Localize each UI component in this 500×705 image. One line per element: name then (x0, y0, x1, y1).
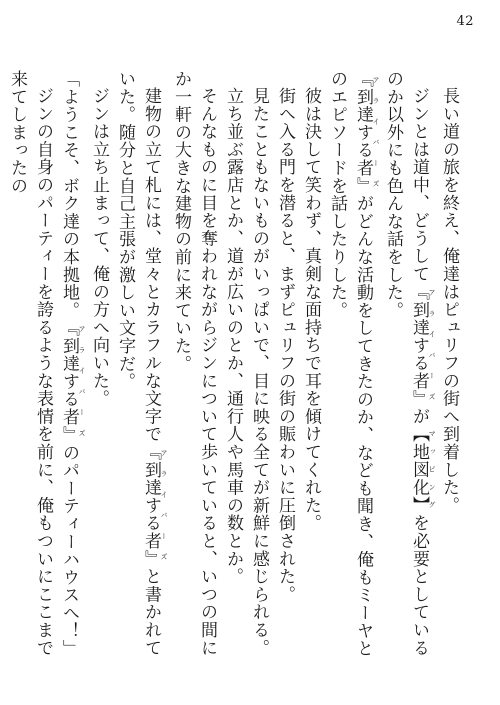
ruby-term (141, 443, 168, 568)
ruby-term (353, 70, 380, 195)
vertical-text-body (7, 70, 462, 660)
text-run: 「ようこそ、ボク達の本拠地。 (59, 70, 79, 320)
text-run: ジンの自身のパーティーを誇るような表情を前に、俺もついにここまで来てしまったの (7, 70, 53, 657)
text-run: が (409, 407, 429, 426)
text-run: のパーティーハウスへ！」 (59, 443, 79, 658)
paragraph (4, 70, 56, 660)
ruby-reading: マッピング (428, 425, 436, 515)
ruby-base: 【地図化】 (409, 425, 429, 515)
ruby-term (59, 319, 86, 444)
paragraph (380, 70, 436, 660)
text-run: 長い道の旅を終え、俺達はピュリフの街へ到着した。 (439, 87, 459, 515)
text-run: そんなものに目を奪われながらジンについて歩いていると、いつの間にか一軒の大きな建物の前に来ていた。 (171, 70, 217, 657)
paragraph (86, 70, 112, 660)
ruby-reading: アライバーズ (78, 319, 86, 444)
text-run: 彼は決して笑わず、真剣な面持ちで耳を傾けてくれた。 (301, 87, 321, 532)
text-run: と書かれていた。随分と自己主張が激しい文字だ。 (115, 70, 161, 657)
paragraph (220, 70, 246, 660)
paragraph (246, 70, 272, 660)
text-run: 見たこともないものがいっぱいで、目に映る全てが新鮮に感じられる。 (249, 87, 269, 657)
page-number: 42 (456, 14, 474, 29)
paragraph (324, 70, 380, 660)
ruby-reading: アライバーズ (372, 70, 380, 195)
text-run: を必要としているのか以外にも色んな話をした。 (383, 70, 429, 657)
paragraph (436, 70, 462, 660)
text-run: がどんな活動をしてきたのか、なども聞き、俺もミーヤとのエピソードを話したりした。 (327, 70, 373, 658)
text-run: ジンは立ち止まって、俺の方へ向いた。 (89, 87, 109, 408)
text-run: ジンとは道中、どうして (409, 87, 429, 283)
text-run: 立ち並ぶ露店とか、道が広いのとか、通行人や馬車の数とか。 (223, 87, 243, 586)
paragraph (56, 70, 86, 660)
text-run: 街へ入る門を潜ると、まずピュリフの街の賑わいに圧倒された。 (275, 87, 295, 604)
ruby-base: 『到達する者』 (353, 70, 373, 195)
ruby-term (409, 425, 436, 515)
ruby-base: 『到達する者』 (409, 282, 429, 408)
paragraph (112, 70, 168, 660)
ruby-reading: アライバーズ (428, 282, 436, 408)
ruby-base: 『到達する者』 (141, 443, 161, 568)
paragraph (272, 70, 298, 660)
ruby-base: 『到達する者』 (59, 319, 79, 444)
text-run: 建物の立て札には、堂々とカラフルな文字で (141, 87, 161, 443)
ruby-term (409, 282, 436, 408)
paragraph (298, 70, 324, 660)
ruby-reading: アライバーズ (160, 443, 168, 568)
paragraph (168, 70, 220, 660)
